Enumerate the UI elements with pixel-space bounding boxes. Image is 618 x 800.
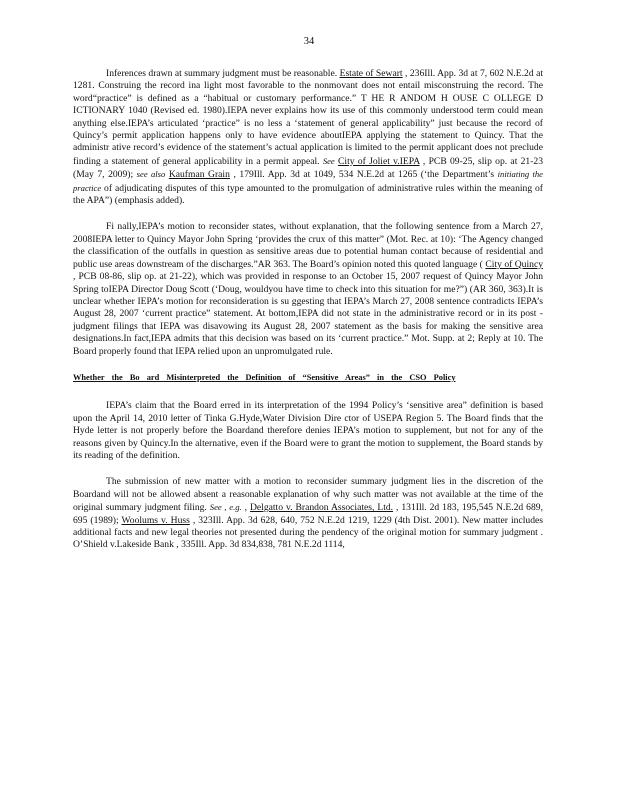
case-citation: City of Joliet v.IEPA [338, 155, 420, 167]
text-run: , PCB 09-25, slip op. at 21-23 (May 7, 2009); [73, 155, 544, 181]
text-run: , 323Ill. App. 3d 628, 640, 752 N.E.2d 1219, 1229 (4th Dist. 2001). New matter includes additional facts and new legal theories not presented during the pendency of the original motion for summary judgment . O’Shield v.Lakeside Bank , 335Ill. App. 3d 834,838, 781 N.E.2d 1114, [73, 514, 543, 551]
text-run: , 179Ill. App. 3d at 1049, 534 N.E.2d at 1265 (‘the Department’s [229, 169, 498, 181]
paragraph-claim: IEPA’s claim that the Board erred in its interpretation of the 1994 Policy’s ‘sensitive area” definition is based upon the April 14, 2010 letter of Tinka G.Hyde,Water Division Dire ctor of USEPA Region 5. The Board finds that the Hyde letter is not properly before the Boardand therefore denies IEPA’s motion to supplement, but not for any of the reasons given by Quincy.In the alternative, even if the Board were to grant the motion to supplement, the Board stands by its reading of the definition. [73, 400, 543, 461]
case-citation: Woolums v. Huss [121, 514, 190, 526]
case-citation: Estate of Sewart [339, 68, 403, 79]
signal-see: See [322, 155, 335, 166]
paragraph-finally [73, 221, 543, 357]
text-run: , 131Ill. 2d 183, 195,545 N.E.2d 689, 695 (1989); [73, 502, 543, 526]
signal-see-also: see also [136, 169, 166, 180]
text-run: , 236Ill. App. 3d at 7, 602 N.E.2d at 1281. Construing the record ina light most favorable to the nonmovant does not entail misconstruing the record. The word“practice” is defined as a “habitual or customary performance.” T HE R ANDOM H OUSE C OLLEGE D ICTIONARY 1040 (Revised ed. 1980).IEPA never explains how its use of this commonly understood term could mean anything else.IEPA’s articulated ‘practice” is no less a ‘statement of general applicability” just because the record of Quincy’s permit application happens only to have evidence aboutIEPA applying the statement to Quincy. That the administr ative record’s evidence of the statement’s actual application is limited to the permit applicant does not preclude finding a statement of general applicability in a permit appeal. [73, 68, 543, 167]
page-number: 34 [303, 36, 315, 47]
section-heading: Whether the Bo ard Misinterpreted the Definition of “Sensitive Areas” in the CSO Policy [73, 372, 456, 382]
text-run: , [241, 502, 250, 514]
text-run: Fi nally,IEPA’s motion to reconsider states, without explanation, that the following sentence from a March 27, 2008IEPA letter to Quincy Mayor John Spring ‘provides the crux of this matter” (Mot. Rec. at 10): ‘The Agency changed the classification of the outfalls in question as sensitive areas due to potential human contact because of residential and public use areas downstream of the discharges.”AR 363. The Board’s opinion noted this quoted language ( [73, 221, 543, 270]
case-citation: Kaufman Grain [168, 169, 230, 181]
case-citation: City of Quincy [485, 258, 543, 270]
text-run: The submission of new matter with a motion to reconsider summary judgment lies in the discretion of the Boardand will not be allowed absent a reasonable explanation of why such matter was not available at the time of the original summary judgment filing. [73, 476, 543, 514]
paragraph-submission [73, 476, 543, 551]
text-run: , PCB 08-86, slip op. at 21-22), which was provided in response to an October 15, 2007 request of Quincy Mayor John Spring toIEPA Director Doug Scott (‘Doug, wouldyou have time to check into this situation for me?”) (AR 360, 363).It is unclear whether IEPA’s motion for reconsideration is su ggesting that IEPA’s March 27, 2008 sentence contradicts IEPA’s August 28, 2007 ‘current practice” statement. At bottom,IEPA did not state in the administrative record or in its post -judgment filings that IEPA was disavowing its August 28, 2007 statement as the basis for making the sensitive area designations.In fact,IEPA admits that this decision was based on its ‘current practice.” Mot. Supp. at 2; Reply at 10. The Board properly found that IEPA relied upon an unpromulgated rule. [73, 271, 543, 357]
paragraph-inferences [73, 68, 543, 207]
document-body [73, 68, 543, 566]
text-run: of adjudicating disputes of this type amounted to the promulgation of administrative rules within the meaning of the APA”) (emphasis added). [73, 182, 543, 207]
case-citation: Delgatto v. Brandon Associates, Ltd. [249, 502, 394, 514]
emphasized-text: initiating the practice [73, 169, 543, 193]
signal-see-eg: See , e.g. [209, 502, 242, 513]
text-run: Inferences drawn at summary judgment must be reasonable. [106, 68, 340, 79]
